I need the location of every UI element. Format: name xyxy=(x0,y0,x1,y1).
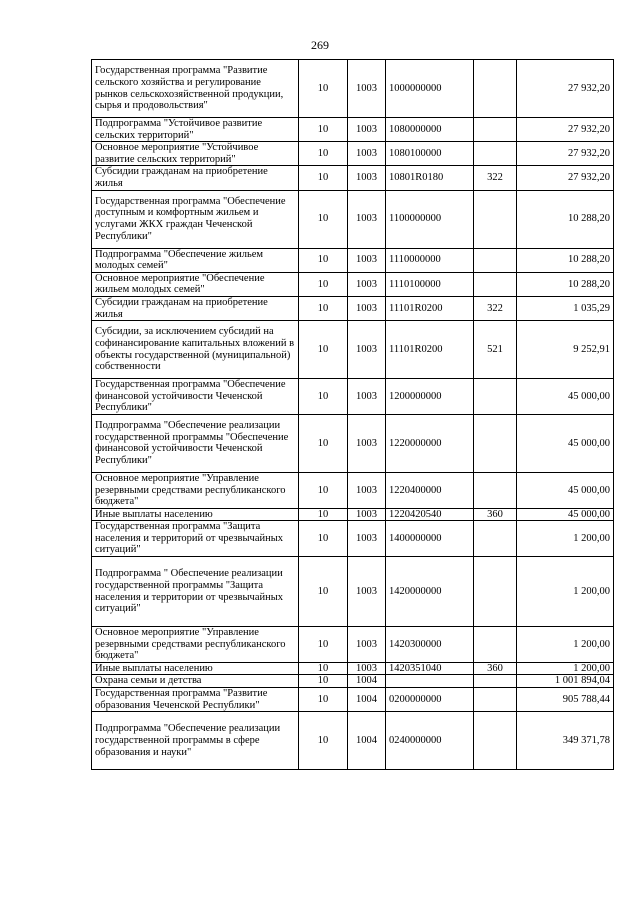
budget-table xyxy=(91,59,614,770)
table-row xyxy=(92,688,614,712)
row-subsection: 1003 xyxy=(348,627,386,663)
row-subsection: 1003 xyxy=(348,142,386,166)
row-target-article: 1220000000 xyxy=(386,414,474,472)
table-row xyxy=(92,272,614,296)
row-subsection: 1003 xyxy=(348,60,386,118)
row-section: 10 xyxy=(299,142,348,166)
row-subsection: 1003 xyxy=(348,248,386,272)
row-name: Основное мероприятие "Управление резервными средствами республиканского бюджета" xyxy=(92,472,299,508)
row-name: Государственная программа "Развитие сельского хозяйства и регулирование рынков сельскохозяйственной продукции, сырья и продовольствия" xyxy=(92,60,299,118)
row-target-article: 10801R0180 xyxy=(386,166,474,190)
row-section: 10 xyxy=(299,190,348,248)
row-expense-type xyxy=(474,627,517,663)
row-name: Иные выплаты населению xyxy=(92,662,299,675)
row-target-article: 11101R0200 xyxy=(386,296,474,320)
row-amount: 1 200,00 xyxy=(517,521,614,557)
row-expense-type xyxy=(474,688,517,712)
row-expense-type xyxy=(474,272,517,296)
row-target-article: 1400000000 xyxy=(386,521,474,557)
row-target-article: 1220400000 xyxy=(386,472,474,508)
budget-table-body xyxy=(92,60,614,770)
row-expense-type xyxy=(474,675,517,688)
row-subsection: 1003 xyxy=(348,414,386,472)
table-row xyxy=(92,557,614,627)
row-target-article: 1100000000 xyxy=(386,190,474,248)
row-expense-type xyxy=(474,60,517,118)
row-section: 10 xyxy=(299,712,348,770)
row-expense-type: 521 xyxy=(474,321,517,379)
row-section: 10 xyxy=(299,118,348,142)
row-expense-type xyxy=(474,557,517,627)
row-amount: 1 200,00 xyxy=(517,627,614,663)
row-name: Государственная программа "Развитие образования Чеченской Республики" xyxy=(92,688,299,712)
row-amount: 45 000,00 xyxy=(517,472,614,508)
row-subsection: 1003 xyxy=(348,118,386,142)
row-expense-type xyxy=(474,379,517,415)
row-expense-type xyxy=(474,712,517,770)
row-subsection: 1003 xyxy=(348,190,386,248)
table-row xyxy=(92,60,614,118)
table-row xyxy=(92,321,614,379)
table-row xyxy=(92,712,614,770)
row-name: Субсидии гражданам на приобретение жилья xyxy=(92,296,299,320)
row-subsection: 1003 xyxy=(348,321,386,379)
table-row xyxy=(92,166,614,190)
row-section: 10 xyxy=(299,296,348,320)
row-subsection: 1004 xyxy=(348,688,386,712)
row-subsection: 1003 xyxy=(348,521,386,557)
row-amount: 905 788,44 xyxy=(517,688,614,712)
row-amount: 10 288,20 xyxy=(517,272,614,296)
table-row xyxy=(92,521,614,557)
row-expense-type: 322 xyxy=(474,296,517,320)
row-subsection: 1003 xyxy=(348,272,386,296)
row-expense-type: 360 xyxy=(474,662,517,675)
table-row xyxy=(92,472,614,508)
row-amount: 27 932,20 xyxy=(517,60,614,118)
table-row xyxy=(92,118,614,142)
row-name: Подпрограмма "Обеспечение жильем молодых семей" xyxy=(92,248,299,272)
row-section: 10 xyxy=(299,662,348,675)
row-subsection: 1003 xyxy=(348,557,386,627)
row-amount: 1 001 894,04 xyxy=(517,675,614,688)
row-amount: 27 932,20 xyxy=(517,118,614,142)
row-section: 10 xyxy=(299,60,348,118)
row-section: 10 xyxy=(299,472,348,508)
table-row xyxy=(92,142,614,166)
row-name: Субсидии гражданам на приобретение жилья xyxy=(92,166,299,190)
row-expense-type xyxy=(474,414,517,472)
row-section: 10 xyxy=(299,272,348,296)
row-target-article: 1220420540 xyxy=(386,508,474,521)
row-amount: 27 932,20 xyxy=(517,142,614,166)
row-amount: 1 035,29 xyxy=(517,296,614,320)
row-amount: 45 000,00 xyxy=(517,379,614,415)
row-name: Основное мероприятие "Обеспечение жильем молодых семей" xyxy=(92,272,299,296)
table-row xyxy=(92,248,614,272)
row-section: 10 xyxy=(299,321,348,379)
table-row xyxy=(92,414,614,472)
row-name: Охрана семьи и детства xyxy=(92,675,299,688)
row-section: 10 xyxy=(299,248,348,272)
row-name: Государственная программа "Защита населения и территорий от чрезвычайных ситуаций" xyxy=(92,521,299,557)
row-subsection: 1004 xyxy=(348,712,386,770)
row-name: Подпрограмма " Обеспечение реализации государственной программы "Защита населения и территории от чрезвычайных ситуаций" xyxy=(92,557,299,627)
row-section: 10 xyxy=(299,166,348,190)
row-amount: 45 000,00 xyxy=(517,508,614,521)
table-row xyxy=(92,190,614,248)
table-row xyxy=(92,379,614,415)
row-target-article: 0240000000 xyxy=(386,712,474,770)
row-name: Подпрограмма "Обеспечение реализации государственной программы "Обеспечение финансовой устойчивости Чеченской Республики" xyxy=(92,414,299,472)
row-target-article: 1000000000 xyxy=(386,60,474,118)
row-subsection: 1004 xyxy=(348,675,386,688)
row-target-article xyxy=(386,675,474,688)
row-target-article: 0200000000 xyxy=(386,688,474,712)
row-target-article: 1110000000 xyxy=(386,248,474,272)
row-amount: 10 288,20 xyxy=(517,248,614,272)
row-target-article: 11101R0200 xyxy=(386,321,474,379)
table-row xyxy=(92,508,614,521)
row-name: Иные выплаты населению xyxy=(92,508,299,521)
row-name: Подпрограмма "Устойчивое развитие сельских территорий" xyxy=(92,118,299,142)
row-name: Основное мероприятие "Управление резервными средствами республиканского бюджета" xyxy=(92,627,299,663)
row-expense-type xyxy=(474,472,517,508)
row-name: Подпрограмма "Обеспечение реализации государственной программы в сфере образования и науки" xyxy=(92,712,299,770)
row-target-article: 1420000000 xyxy=(386,557,474,627)
row-section: 10 xyxy=(299,557,348,627)
row-target-article: 1200000000 xyxy=(386,379,474,415)
row-name: Субсидии, за исключением субсидий на софинансирование капитальных вложений в объекты государственной (муниципальной) собственности xyxy=(92,321,299,379)
row-expense-type: 360 xyxy=(474,508,517,521)
row-expense-type xyxy=(474,118,517,142)
row-target-article: 1110100000 xyxy=(386,272,474,296)
row-name: Основное мероприятие "Устойчивое развитие сельских территорий" xyxy=(92,142,299,166)
row-expense-type xyxy=(474,190,517,248)
row-section: 10 xyxy=(299,688,348,712)
row-subsection: 1003 xyxy=(348,662,386,675)
row-section: 10 xyxy=(299,627,348,663)
row-section: 10 xyxy=(299,508,348,521)
row-amount: 1 200,00 xyxy=(517,662,614,675)
row-section: 10 xyxy=(299,414,348,472)
row-target-article: 1080000000 xyxy=(386,118,474,142)
row-amount: 349 371,78 xyxy=(517,712,614,770)
row-expense-type xyxy=(474,248,517,272)
row-amount: 45 000,00 xyxy=(517,414,614,472)
row-expense-type: 322 xyxy=(474,166,517,190)
row-amount: 27 932,20 xyxy=(517,166,614,190)
row-target-article: 1420351040 xyxy=(386,662,474,675)
row-name: Государственная программа "Обеспечение финансовой устойчивости Чеченской Республики" xyxy=(92,379,299,415)
page-number: 269 xyxy=(311,38,329,52)
row-expense-type xyxy=(474,521,517,557)
row-target-article: 1080100000 xyxy=(386,142,474,166)
row-subsection: 1003 xyxy=(348,296,386,320)
table-row xyxy=(92,675,614,688)
row-amount: 10 288,20 xyxy=(517,190,614,248)
row-subsection: 1003 xyxy=(348,472,386,508)
row-target-article: 1420300000 xyxy=(386,627,474,663)
row-subsection: 1003 xyxy=(348,166,386,190)
row-subsection: 1003 xyxy=(348,379,386,415)
row-amount: 9 252,91 xyxy=(517,321,614,379)
row-subsection: 1003 xyxy=(348,508,386,521)
table-row xyxy=(92,662,614,675)
row-section: 10 xyxy=(299,379,348,415)
row-section: 10 xyxy=(299,675,348,688)
row-expense-type xyxy=(474,142,517,166)
table-row xyxy=(92,296,614,320)
row-name: Государственная программа "Обеспечение доступным и комфортным жильем и услугами ЖКХ граждан Чеченской Республики" xyxy=(92,190,299,248)
row-section: 10 xyxy=(299,521,348,557)
table-row xyxy=(92,627,614,663)
row-amount: 1 200,00 xyxy=(517,557,614,627)
